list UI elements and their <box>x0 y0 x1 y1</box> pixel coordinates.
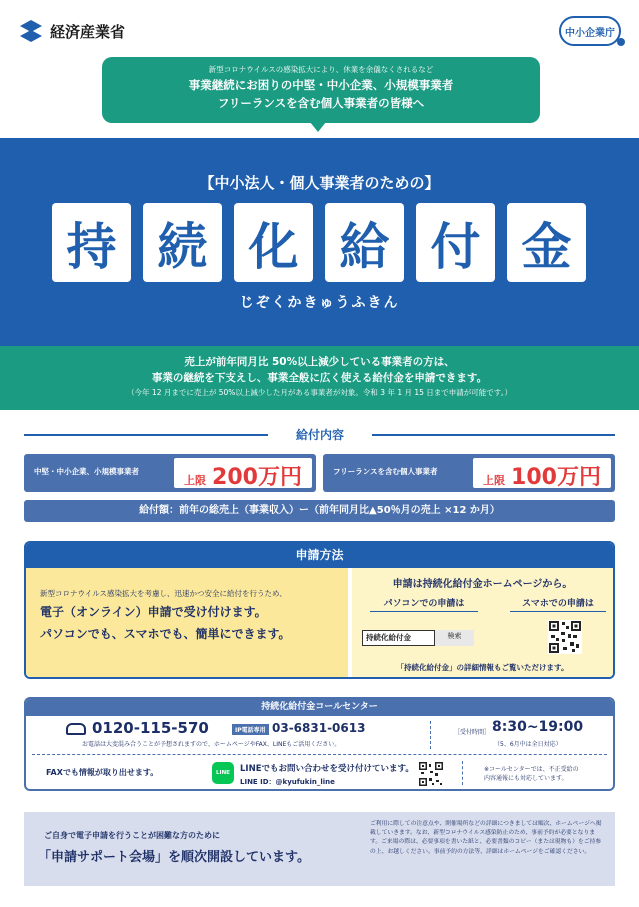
ministry-name: 経済産業省 <box>50 22 126 41</box>
tel-note: お電話は大変混み合うことが予想されますので、ホームページやFAX、LINEもご活用ください。 <box>82 741 341 748</box>
fraud-report-note-line-2: 内容通報にも対応しています。 <box>484 775 568 782</box>
title-reading: じぞくかきゅうふきん <box>239 295 400 311</box>
method-description <box>26 568 348 679</box>
method-homepage-box <box>352 568 613 679</box>
hero-subtitle: 【中小法人・個人事業者のための】 <box>199 174 440 192</box>
benefit-indiv-prefix: 上限 <box>483 474 506 487</box>
benefit-corp-amount: 200万円 <box>212 465 302 490</box>
phone-label: スマホでの申請は <box>510 596 606 612</box>
line-qr-code-icon[interactable] <box>418 761 444 787</box>
title-char-4: 給 <box>325 203 404 282</box>
divider <box>32 754 607 755</box>
line-info: LINEでもお問い合わせを受け付けています。 <box>240 764 414 774</box>
free-dial-icon <box>66 723 86 735</box>
benefit-formula: 給付額：前年の総売上（事業収入）ー（前年同月比▲50％月の売上 ×12 か月） <box>24 500 615 522</box>
call-center-title: 持続化給付金コールセンター <box>26 699 613 716</box>
ip-phone-badge: IP電話専用 <box>232 724 269 735</box>
agency-dot-icon <box>617 38 625 46</box>
title-char-1: 持 <box>52 203 131 282</box>
line-id[interactable]: LINE ID：@kyufukin_line <box>240 778 335 786</box>
eligibility-strip <box>0 346 639 410</box>
fraud-report-note <box>484 765 579 783</box>
support-intro: ご自身で電子申請を行うことが困難な方のために <box>44 831 220 840</box>
call-center-panel <box>24 697 615 791</box>
hours-note: （5、6月中は全日対応） <box>494 741 562 748</box>
fraud-report-note-line-1: ※コールセンターでは、不正受給の <box>484 766 579 773</box>
benefit-heading: 給付内容 <box>268 426 372 443</box>
benefit-indiv-amount: 100万円 <box>511 465 601 490</box>
search-box[interactable]: 持続化給付金 <box>362 630 474 646</box>
title-char-5: 付 <box>416 203 495 282</box>
eligibility-line-2: 事業の継続を下支えし、事業全般に広く使える給付金を申請できます。 <box>151 372 488 384</box>
homepage-footer: 「持続化給付金」の詳細情報もご覧いただけます。 <box>396 663 569 672</box>
benefit-corp-label: 中堅・中小企業、小規模事業者 <box>34 467 139 476</box>
application-method-panel <box>24 541 615 679</box>
benefit-indiv-box <box>323 454 615 492</box>
ministry-emblem-icon <box>18 18 44 44</box>
ministry-logo <box>18 18 125 44</box>
hours-label: ［受付時間］ <box>454 729 491 736</box>
fax-info: FAXでも情報が取り出せます。 <box>46 768 159 777</box>
intro-bubble <box>102 57 540 123</box>
title-char-6: 金 <box>507 203 586 282</box>
tel-free-number[interactable]: 0120-115-570 <box>92 719 209 737</box>
agency-name: 中小企業庁 <box>565 27 615 39</box>
search-button[interactable]: 検索 <box>434 630 474 646</box>
intro-line-1: 新型コロナウイルスの感染拡大により、休業を余儀なくされるなど <box>208 65 434 74</box>
benefit-indiv-value <box>473 458 611 488</box>
divider <box>462 761 463 785</box>
agency-logo <box>559 16 621 46</box>
intro-line-2: 事業継続にお困りの中堅・中小企業、小規模事業者 <box>188 78 454 92</box>
benefit-corp-box <box>24 454 316 492</box>
benefit-corp-value <box>174 458 312 488</box>
method-point-online: 電子（オンライン）申請で受け付けます。 <box>40 605 267 619</box>
method-title: 申請方法 <box>26 543 613 568</box>
hours-value: 8:30~19:00 <box>492 719 584 735</box>
title-char-3: 化 <box>234 203 313 282</box>
support-venue-panel <box>24 812 615 886</box>
support-headline: 「申請サポート会場」を順次開設しています。 <box>38 850 310 865</box>
divider <box>430 721 431 749</box>
title-char-2: 続 <box>143 203 222 282</box>
tel-ip-number[interactable]: 03-6831-0613 <box>272 721 366 735</box>
qr-code-icon[interactable] <box>548 620 582 654</box>
homepage-heading: 申請は持続化給付金ホームページから。 <box>392 579 573 590</box>
bubble-tail <box>310 122 326 132</box>
method-point-easy: パソコンでも、スマホでも、簡単にできます。 <box>40 627 291 641</box>
eligibility-line-3: （今年 12 月までに売上が 50%以上減少した月がある事業者が対象。令和 3 年 1 月 15 日まで申請が可能です。） <box>127 388 512 397</box>
benefit-corp-prefix: 上限 <box>184 474 207 487</box>
support-note: ご利用に際しての注意点や、開催場所などの詳細につきましては順次、ホームページへ掲載していきます。なお、新型コロナウイルス感染防止のため、事前予約が必要となります。ご来場の際は、必要事項を書いた紙と、必要書類のコピー（または現物も）をご持参の上、お越しください。事前予約の方法等、詳細はホームページをご確認ください。 <box>370 821 602 855</box>
pc-label: パソコンでの申請は <box>370 596 478 612</box>
benefit-indiv-label: フリーランスを含む個人事業者 <box>333 467 438 476</box>
line-app-icon: LINE <box>212 762 234 784</box>
eligibility-line-1: 売上が前年同月比 50%以上減少している事業者の方は、 <box>184 356 455 368</box>
intro-line-3: フリーランスを含む個人事業者の皆様へ <box>217 96 425 110</box>
method-desc-text: 新型コロナウイルス感染拡大を考慮し、迅速かつ安全に給付を行うため、 <box>40 589 287 598</box>
